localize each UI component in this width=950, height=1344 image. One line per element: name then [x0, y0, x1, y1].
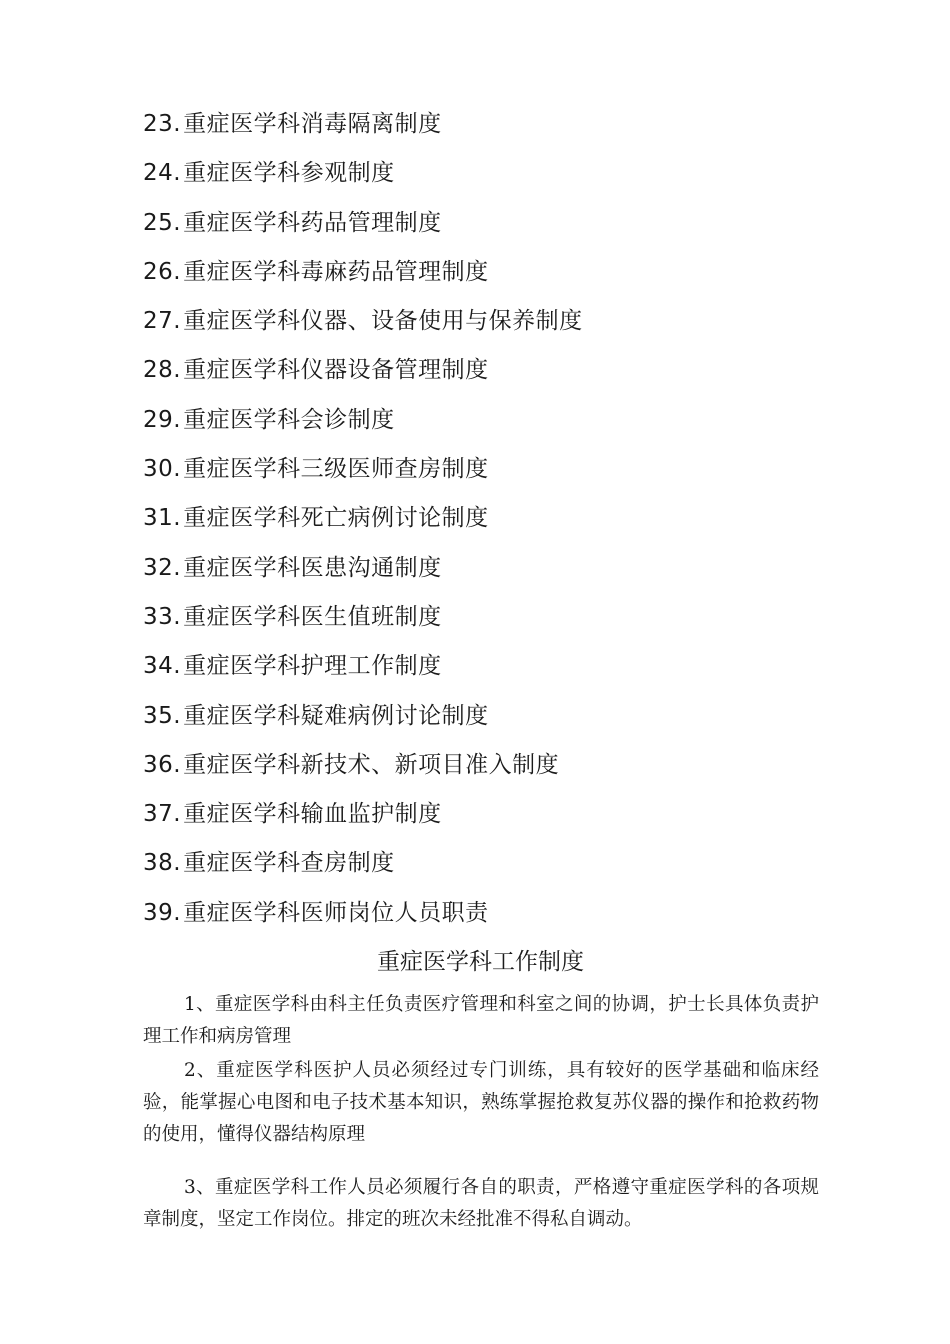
toc-item[interactable]: [143, 794, 583, 843]
toc-item-label: 重症医学科输血监护制度: [183, 801, 442, 828]
toc-item[interactable]: [143, 350, 583, 399]
toc-item-number: 24.: [143, 160, 182, 187]
toc-item-number: 32.: [143, 554, 182, 581]
toc-item[interactable]: [143, 646, 583, 695]
toc-item-label: 重症医学科会诊制度: [183, 406, 395, 433]
toc-item[interactable]: [143, 252, 583, 301]
toc-item-number: 27.: [143, 308, 182, 335]
toc-item[interactable]: [143, 498, 583, 547]
toc-item-number: 30.: [143, 456, 182, 483]
toc-item-number: 39.: [143, 899, 182, 926]
toc-item-label: 重症医学科疑难病例讨论制度: [183, 702, 489, 729]
toc-item-label: 重症医学科医患沟通制度: [183, 554, 442, 581]
toc-item[interactable]: [143, 893, 583, 942]
toc-item[interactable]: [143, 400, 583, 449]
toc-item-number: 31.: [143, 505, 182, 532]
toc-item-label: 重症医学科护理工作制度: [183, 653, 442, 680]
toc-item-label: 重症医学科仪器设备管理制度: [183, 357, 489, 384]
toc-item-number: 29.: [143, 406, 182, 433]
toc-item-label: 重症医学科查房制度: [183, 850, 395, 877]
toc-item[interactable]: [143, 597, 583, 646]
toc-item-label: 重症医学科死亡病例讨论制度: [183, 505, 489, 532]
toc-item[interactable]: [143, 153, 583, 202]
toc-item-number: 33.: [143, 603, 182, 630]
toc-item[interactable]: [143, 548, 583, 597]
toc-item-label: 重症医学科毒麻药品管理制度: [183, 258, 489, 285]
paragraph: 1、重症医学科由科主任负责医疗管理和科室之间的协调，护士长具体负责护理工作和病房管理: [143, 994, 819, 1047]
toc-item[interactable]: [143, 843, 583, 892]
toc-item-number: 38.: [143, 850, 182, 877]
toc-item-number: 37.: [143, 801, 182, 828]
toc-item-number: 35.: [143, 702, 182, 729]
toc-item-label: 重症医学科医生值班制度: [183, 603, 442, 630]
toc-item[interactable]: [143, 301, 583, 350]
toc-item-number: 28.: [143, 357, 182, 384]
toc-item[interactable]: [143, 449, 583, 498]
toc-item-label: 重症医学科消毒隔离制度: [183, 111, 442, 137]
section-title: 重症医学科工作制度: [377, 949, 584, 975]
toc-item[interactable]: [143, 745, 583, 794]
toc-item-number: 23.: [143, 111, 182, 137]
toc-item-label: 重症医学科参观制度: [183, 160, 395, 187]
toc-item-number: 34.: [143, 653, 182, 680]
toc-item-number: 36.: [143, 751, 182, 778]
toc-item[interactable]: [143, 696, 583, 745]
toc-item-number: 25.: [143, 209, 182, 236]
toc-item-label: 重症医学科医师岗位人员职责: [183, 899, 489, 926]
toc-item[interactable]: [143, 203, 583, 252]
toc-item-label: 重症医学科新技术、新项目准入制度: [183, 751, 560, 778]
toc-item-label: 重症医学科三级医师查房制度: [183, 456, 489, 483]
table-of-contents: [143, 104, 583, 942]
toc-item[interactable]: [143, 104, 583, 153]
toc-item-number: 26.: [143, 258, 182, 285]
paragraph: 2、重症医学科医护人员必须经过专门训练，具有较好的医学基础和临床经验，能掌握心电图和电子技术基本知识，熟练掌握抢救复苏仪器的操作和抢救药物的使用，懂得仪器结构原理: [143, 1060, 819, 1145]
paragraph: 3、重症医学科工作人员必须履行各自的职责，严格遵守重症医学科的各项规章制度，坚定工作岗位。排定的班次未经批准不得私自调动。: [143, 1177, 819, 1230]
toc-item-label: 重症医学科仪器、设备使用与保养制度: [183, 308, 583, 335]
toc-item-label: 重症医学科药品管理制度: [183, 209, 442, 236]
